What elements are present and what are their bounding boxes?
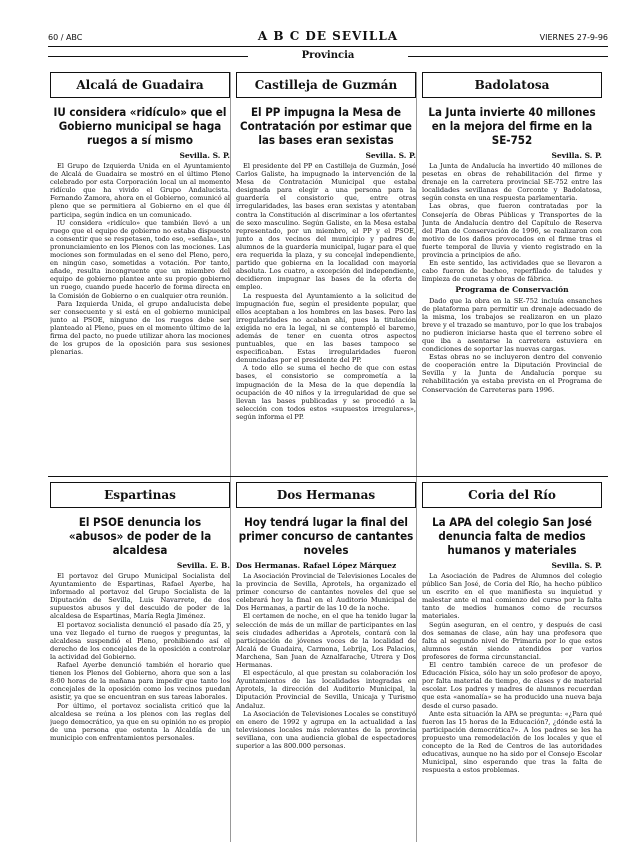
article-body [236, 572, 416, 848]
article-alcala [50, 72, 230, 470]
paragraph: El espectáculo, al que prestan su colaboración los Ayuntamientos de las localidades integradas en Aprotels, la dirección del Auditorio Municipal, la Diputación Provincial de Sevilla, Unicaja y Turismo Andaluz. [236, 669, 416, 710]
article-byline: Dos Hermanas. Rafael López Márquez [236, 561, 397, 570]
article-body [50, 572, 230, 848]
article-coria [422, 482, 602, 842]
paragraph: Estas obras no se incluyeron dentro del convenio de cooperación entre la Diputación Provincial de Sevilla y la Junta de Andalucía porque su rehabilitación ya estaba prevista en el Programa de Conservación de Carreteras para 1996. [422, 353, 602, 394]
newspaper-title: A B C DE SEVILLA [257, 29, 399, 43]
town-box: Alcalá de Guadaira [50, 72, 230, 98]
article-headline: La Junta invierte 40 millones en la mejora del firme en la SE-752 [428, 105, 596, 147]
article-badolatosa [422, 72, 602, 470]
column-rule [416, 72, 417, 842]
page-header [48, 30, 608, 47]
paragraph: La Asociación Provincial de Televisiones Locales de la provincia de Sevilla, Aprotels, ha organizado el primer concurso de cantantes noveles del que se celebrará hoy la final en el Auditorio Municipal de Dos Hermanas, a partir de las 10 de la noche. [236, 572, 416, 613]
paragraph: IU considera «ridículo» que también llevó a un ruego que el equipo de gobierno no estaba dispuesto a consentir que se respetasen, todo eso, «señala», un pronunciamiento en los Plenos con las mociones. Las mociones son formuladas en el seno del Pleno, pero, en ningún caso, sometidas a votación. Por tanto, añade, resulta incongruente que un miembro del equipo de gobierno plantee ante su propio gobierno un ruego, cuando puede hacerlo de forma directa en la Comisión de Gobierno o en cualquier otra reunión. [50, 218, 230, 300]
town-box: Badolatosa [422, 72, 602, 98]
town-box: Espartinas [50, 482, 230, 508]
article-byline: Sevilla. E. B. [176, 561, 230, 570]
paragraph: La respuesta del Ayuntamiento a la solicitud de impugnación fue, según el presidente popular, que ellos aceptaban a los hombres en las bases. Pero las irregularidades no acaban ahí, pues la titulación exigida no era la legal, ni se contempló el baremo, además de tener en cuenta otros aspectos puntuables, que en las bases tampoco se especificaban. Estas irregularidades fueron denunciadas por el presidente del PP. [236, 291, 416, 365]
article-body [50, 162, 230, 480]
paragraph: Según aseguran, en el centro, y después de casi dos semanas de clase, aún hay una profesora que falta al segundo nivel de Primaria por lo que estos alumnos están siendo atendidos por varios profesores de forma circunstancial. [422, 620, 602, 661]
article-byline: Sevilla. S. P. [551, 151, 602, 160]
paragraph: El certamen de noche, en el que ha tenido lugar la selección de más de un millar de participantes en las seis ciudades adheridas a Aprotels, contará con la participación de jóvenes voces de la localidad de Alcalá de Guadaira, Carmona, Lebrija, Los Palacios, Marchena, San Juan de Aznalfarache, Utrera y Dos Hermanas. [236, 612, 416, 670]
paragraph: El centro también carece de un profesor de Educación Física, sólo hay un solo profesor de apoyo, por falta material de tiempo, de clases y de material escolar. Los padres y madres de alumnos recuerdan que esta «anomalía» se ha producido una nueva baja desde el curso pasado. [422, 661, 602, 710]
article-byline: Sevilla. S. P. [179, 151, 230, 160]
article-castilleja [236, 72, 416, 470]
article-dos-hermanas [236, 482, 416, 842]
town-box: Castilleja de Guzmán [236, 72, 416, 98]
issue-date: VIERNES 27-9-96 [539, 33, 608, 42]
article-byline: Sevilla. S. P. [365, 151, 416, 160]
paragraph: La Junta de Andalucía ha invertido 40 millones de pesetas en obras de rehabilitación del firme y drenaje en la carretera provincial SE-752 entre las localidades sevillanas de Corconte y Badolatosa, según consta en una respuesta parlamentaria. [422, 162, 602, 203]
paragraph: A todo ello se suma el hecho de que con estas bases, el consistorio se comprometía a la impugnación de la Mesa de la que dependía la ocupación de 40 niños y la irregularidad de que se llevan las bases publicadas y se procedió a la selección con todos estos «supuestos irregulares», según informa el PP. [236, 364, 416, 421]
town-box: Coria del Río [422, 482, 602, 508]
article-body [422, 572, 602, 848]
paragraph: El portavoz del Grupo Municipal Socialista del Ayuntamiento de Espartinas, Rafael Ayerbe, ha informado al portavoz del Grupo Socialista de la Diputación de Sevilla, Luis Navarrete, de dos supuestos abusos y del descuido de poder de la alcaldesa de Espartinas, María Regla Jiménez. [50, 572, 230, 621]
article-headline: Hoy tendrá lugar la final del primer concurso de cantantes noveles [238, 515, 414, 557]
paragraph: El Grupo de Izquierda Unida en el Ayuntamiento de Alcalá de Guadaira se mostró en el último Pleno celebrado por esta Corporación local un al momento ridículo que ha vivido el Grupo Andalucista. Fernando Zamora, ahora en el Gobierno, comunicó al pleno que se permitiera al Gobierno en el que él participa, según indica en un comunicado. [50, 162, 230, 219]
article-byline: Sevilla. S. P. [551, 561, 602, 570]
article-body [422, 162, 602, 480]
paragraph: El portavoz socialista denunció el pasado día 25, y una vez llegado el turno de ruegos y preguntas, la alcaldesa suspendió el Pleno, prohibiendo así el derecho de los concejales de la oposición a controlar la actividad del Gobierno. [50, 620, 230, 661]
column-rule [230, 72, 231, 842]
article-headline: El PP impugna la Mesa de Contratación por estimar que las bases eran sexistas [240, 105, 412, 147]
town-box: Dos Hermanas [236, 482, 416, 508]
section-title: Provincia [48, 50, 608, 62]
paragraph: Dado que la obra en la SE-752 incluía ensanches de plataforma para permitir un drenaje adecuado de la misma, los trabajos se realizaron en un plazo breve y el trazado se mantuvo, por lo que los trabajos no pudieron iniciarse hasta que el terreno sobre el que iba a asentarse la carretera estuviera en condiciones de soportar las nuevas cargas. [422, 296, 602, 354]
paragraph: Ante esta situación la APA se pregunta: «¿Para qué fueron las 15 horas de la Educación?, ¿dónde está la participación democrática?». A los padres se les ha propuesto una remodelación de los locales y que el concepto de la Red de Centros de las autoridades educativas, aunque no ha sido por el Consejo Escolar Municipal, sino esperando que tras la falta de respuesta a estos problemas. [422, 709, 602, 775]
article-espartinas [50, 482, 230, 842]
paragraph: Para Izquierda Unida, el grupo andalucista debe ser consecuente y si está en el gobierno municipal junto al PSOE, ninguno de los ruegos debe ser planteado al Pleno, pues en el momento último de la firma del pacto, no puede utilizar ahora las mociones de los grupos de la oposición para sus sesiones plenarias. [50, 299, 230, 357]
article-headline: El PSOE denuncia los «abusos» de poder de la alcaldesa [68, 515, 212, 557]
article-subhead: Programa de Conservación [455, 285, 569, 295]
paragraph: La Asociación de Padres de Alumnos del colegio público San José, de Coria del Río, ha hecho público un escrito en el que manifiesta su inquietud y malestar ante el mal comienzo del curso por la falta tanto de medios humanos como de recursos materiales. [422, 572, 602, 621]
paragraph: Las obras, que fueron contratadas por la Consejería de Obras Públicas y Transportes de la Junta de Andalucía dentro del Capítulo de Reserva del Plan de Conservación de 1996, se realizaron con motivo de los daños provocados en el firme tras el fuerte temporal de lluvia y viento registrado en la provincia a principios de año. [422, 202, 602, 260]
paragraph: El presidente del PP en Castilleja de Guzmán, José Carlos Galiste, ha impugnado la intervención de la Mesa de Contratación Municipal que estaba designada para elegir a una persona para la guardería el consistorio que, entre otras irregularidades, las bases eran sexistas y atentaban contra la Constitución al discriminar a los ofertantes de sexo masculino. Según Galiste, en la Mesa estaba representado, por un miembro, el PP y el PSOE, junto a dos vecinos del municipio y padres de alumnos de la guardería municipal, lugar para el que era requerida la plaza, y su concejal independiente, partido que gobierna en la localidad con mayoría absoluta. Los cuatro, a excepción del independiente, decidieron impugnar las bases de la oferta de empleo. [236, 162, 416, 292]
article-headline: IU considera «ridículo» que el Gobierno municipal se haga ruegos a sí mismo [53, 105, 227, 147]
paragraph: Rafael Ayerbe denunció también el horario que tienen los Plenos del Gobierno, ahora que son a las 8:00 horas de la mañana para impedir que tanto los concejales de la oposición como los vecinos puedan asistir, ya que se encuentran en sus tareas laborales. [50, 661, 230, 702]
page-number: 60 / ABC [48, 33, 83, 42]
paragraph: La Asociación de Televisiones Locales se constituyó en enero de 1992 y agrupa en la actualidad a las televisiones locales más relevantes de la provincia sevillana, con una audiencia global de espectadores superior a las 800.000 personas. [236, 709, 416, 750]
article-body [236, 162, 416, 480]
article-headline: La APA del colegio San José denuncia falta de medios humanos y materiales [432, 515, 592, 557]
paragraph: En este sentido, las actividades que se llevaron a cabo fueron de bacheo, reperfilado de taludes y limpieza de cunetas y obras de fábrica. [422, 259, 602, 284]
paragraph: Por último, el portavoz socialista criticó que la alcaldesa se reúna a los plenos con las reglas del juego democrático, ya que en su opinión no es propio de una persona que ostenta la Alcaldía de un municipio con enfrentamientos personales. [50, 701, 230, 742]
